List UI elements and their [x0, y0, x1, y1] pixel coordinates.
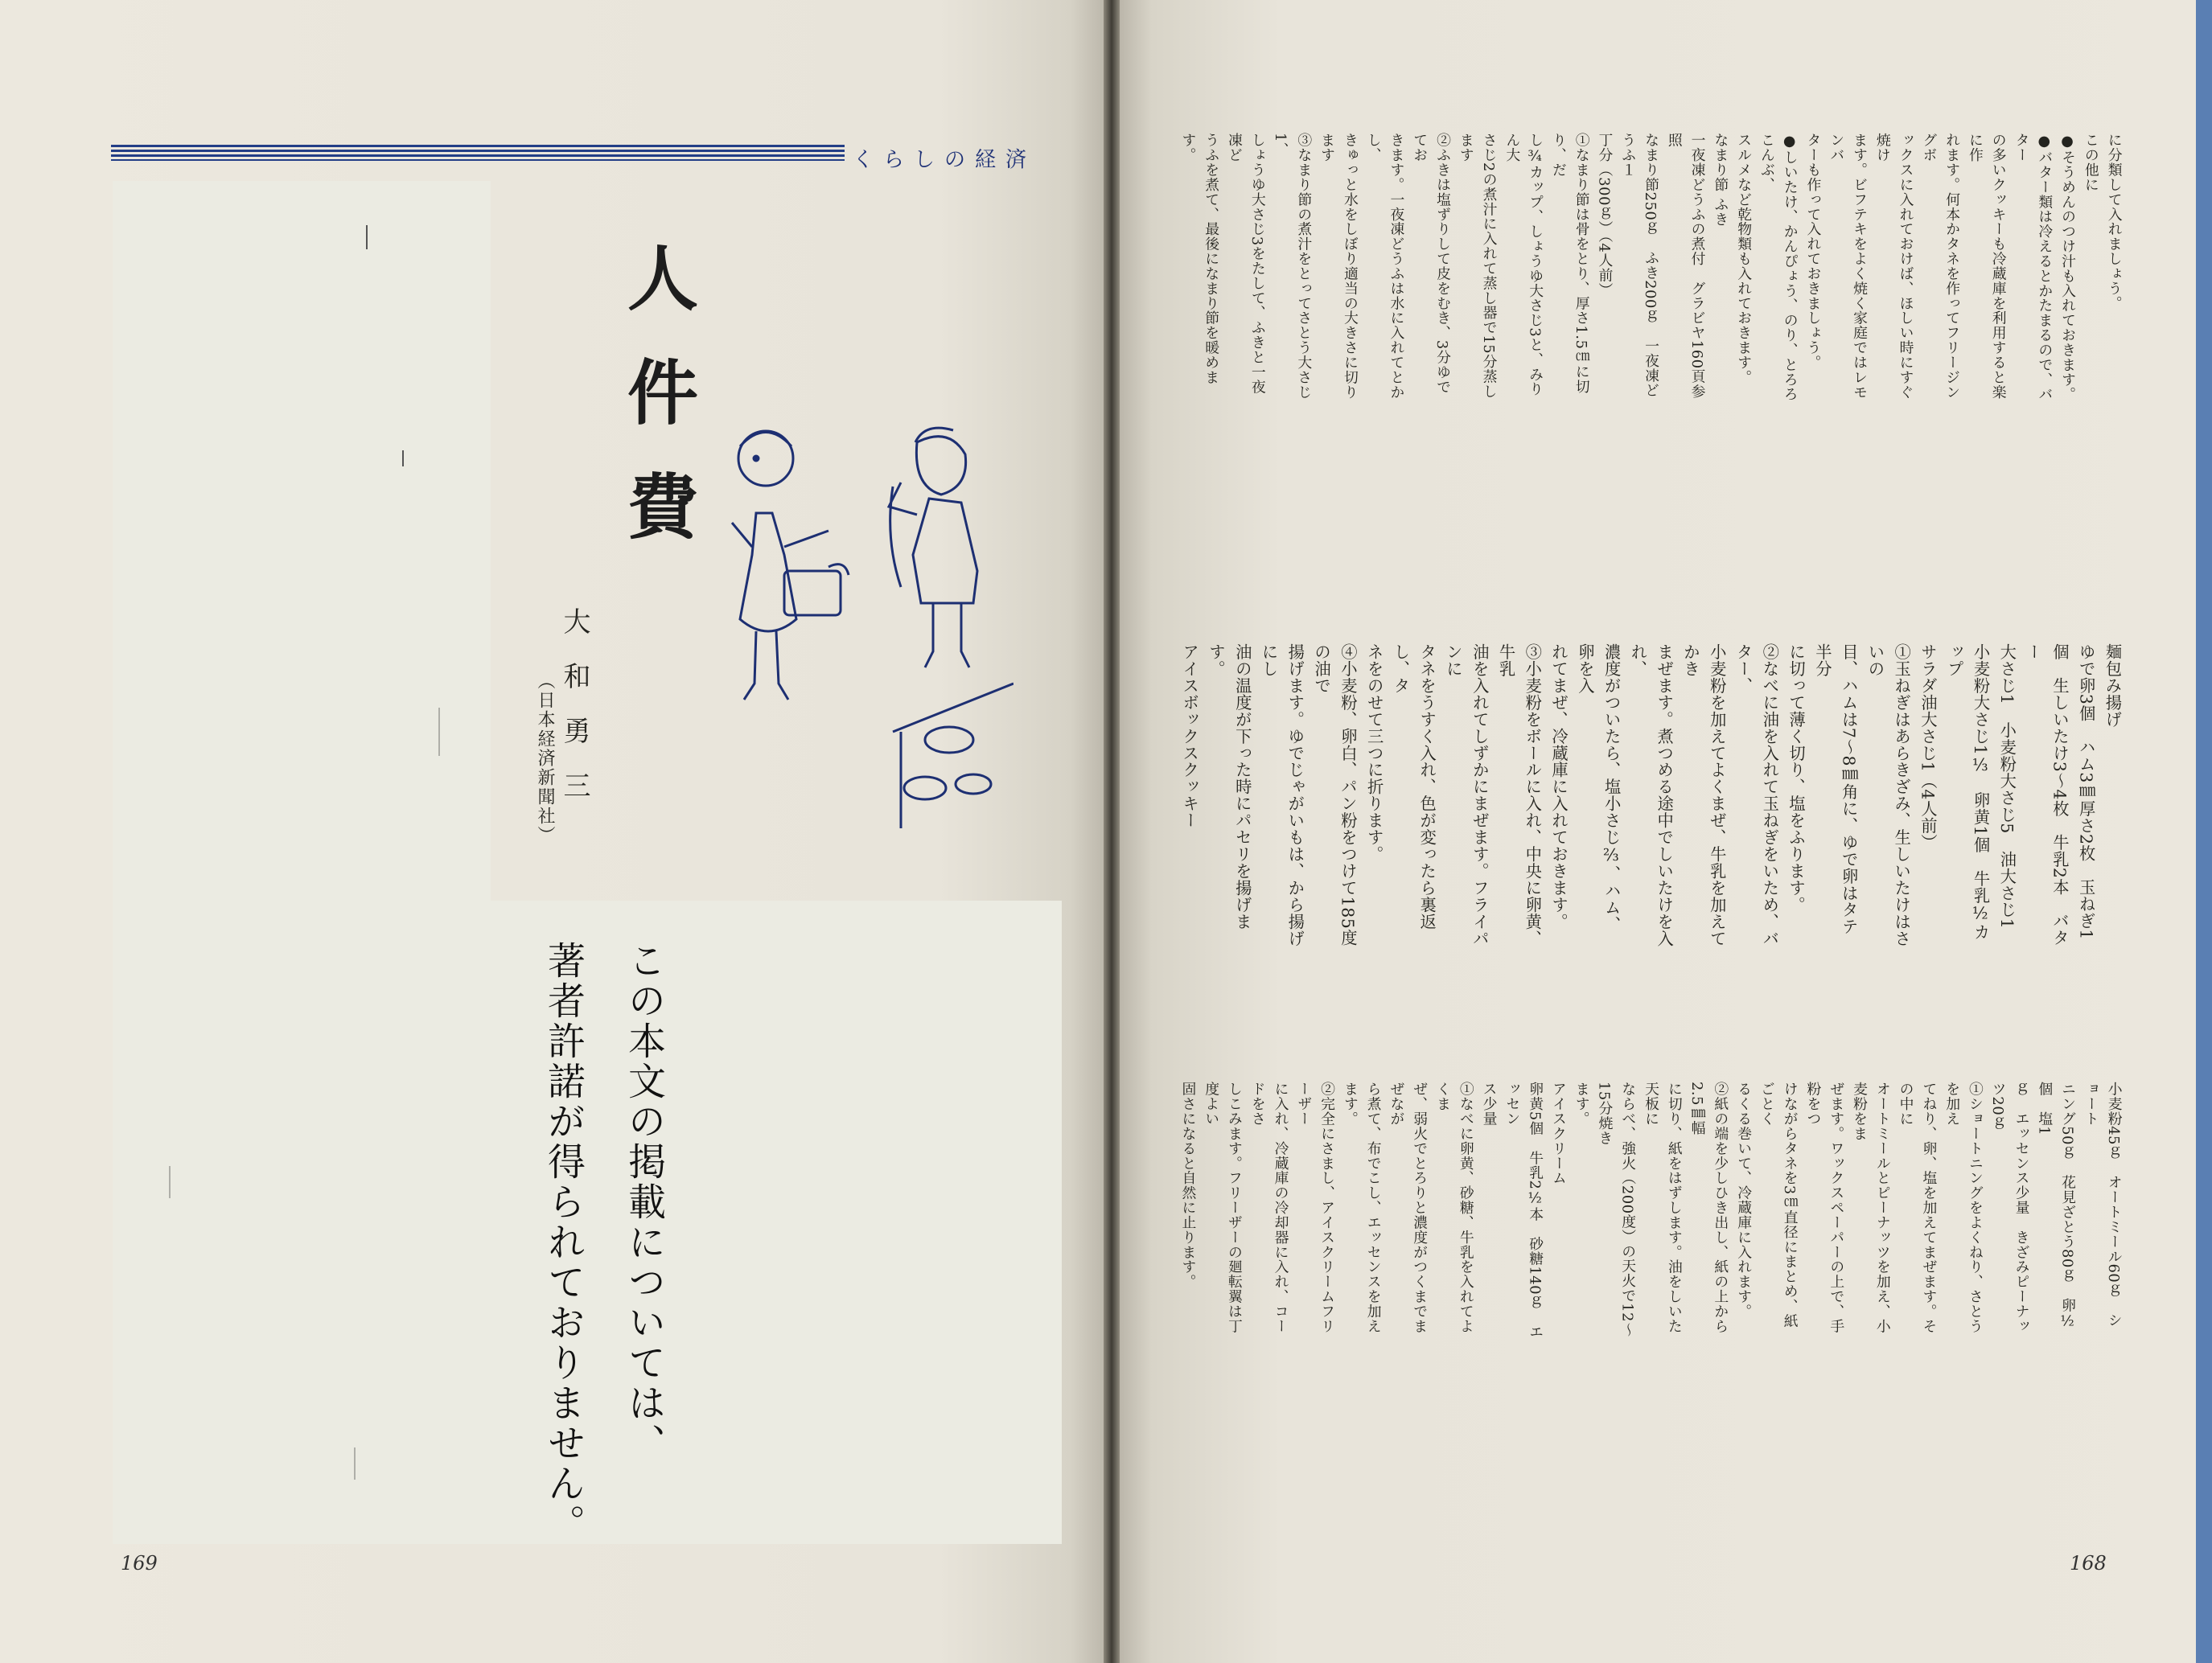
text-line: るくる巻いて、冷蔵庫に入れます。 [1734, 1082, 1752, 1319]
text-line: アイスクリーム [1549, 1082, 1567, 1185]
text-line: ネをのせて三つに折ります。 [1364, 643, 1384, 863]
page-number-right: 168 [2070, 1552, 2107, 1575]
residue-mark [366, 225, 368, 249]
text-column-upper [1176, 133, 2125, 406]
text-line: の多いクッキーも冷蔵庫を利用すると楽に作 [1966, 133, 2007, 400]
text-line: ます。 [1573, 1082, 1590, 1127]
text-line: 小麦粉を加えてよくまぜ、牛乳を加えてかき [1680, 643, 1726, 947]
text-line: ①玉ねぎはあらきざみ、生しいたけはさいの [1865, 643, 1911, 947]
text-column-lower [1176, 1082, 2125, 1341]
text-line: ②ふきは塩ずりして皮をむき、3分ゆでてお [1410, 133, 1451, 395]
residue-mark [169, 1166, 171, 1198]
text-line: 濃度がついたら、塩小さじ⅔、ハム、卵を入 [1575, 643, 1621, 933]
text-line: ックスに入れておけば、ほしい時にすぐ焼け [1873, 133, 1914, 400]
text-line: ①ショートニングをよくねり、さとうを加え [1943, 1082, 1984, 1334]
text-line: 個 生しいたけ3〜4枚 牛乳2本 バター [2023, 643, 2069, 946]
text-column-middle [1176, 643, 2125, 949]
text-line: オートミールとピーナッツを加え、小麦粉をま [1850, 1082, 1891, 1334]
text-line: スルメなど乾物類も入れておきます。 [1734, 133, 1752, 385]
header-rule [111, 145, 845, 161]
text-line: に分類して入れましょう。 [2105, 133, 2122, 311]
text-line: ターも作って入れておきましょう。 [1804, 133, 1821, 370]
text-line: ④小麦粉、卵白、パン粉をつけて185度の油で [1311, 643, 1357, 946]
text-line: に入れ、冷蔵庫の冷却器に入れ、コードをさ [1248, 1082, 1289, 1334]
text-line: ゆで卵3個 ハム3㎜厚さ2枚 玉ねぎ1 [2076, 643, 2095, 941]
text-line: しこみます。フリーザーの廻転翼は丁度よい [1202, 1082, 1243, 1334]
text-line: ②紙の端を少しひき出し、紙の上から2.5㎜幅 [1688, 1082, 1729, 1334]
text-line: ス少量 [1480, 1082, 1497, 1127]
text-line: この他に [2082, 133, 2099, 192]
text-line: ●バター類は冷えるとかたまるので、バター [2013, 133, 2053, 402]
text-line: きゅっと水をしぼり適当の大きさに切ります [1318, 133, 1359, 400]
text-line: 目、ハムは7〜8㎜角に、ゆで卵はタテ半分 [1812, 643, 1858, 935]
notice-line-1: この本文の掲載については、 [622, 941, 666, 1464]
right-page [1120, 0, 2196, 1663]
text-line: ます。ビフテキをよく焼く家庭ではレモンバ [1827, 133, 1868, 400]
author-name: 大和勇三 [558, 607, 590, 826]
text-line: てねり、卵、塩を加えてまぜます。その中に [1897, 1082, 1937, 1334]
text-line: うふを煮て、最後になまり節を暖めます。 [1179, 133, 1219, 385]
text-line: ｇ エッセンス少量 きざみピーナッツ20ｇ [1989, 1082, 2029, 1334]
text-line: 固さになると自然に止ります。 [1179, 1082, 1196, 1289]
text-line: 揚げます。ゆでじゃがいもは、から揚げにし [1258, 643, 1305, 947]
text-line: ニング50ｇ 花見ざとう80ｇ 卵½個 塩1 [2035, 1082, 2076, 1330]
text-line: まぜます。煮つめる途中でしいたけを入れ、 [1627, 643, 1674, 947]
text-line: ②なべに油を入れて玉ねぎをいため、バター、 [1733, 643, 1779, 947]
residue-mark [402, 450, 404, 466]
text-line: ●しいたけ、かんぴょう、のり、とろろこんぶ、 [1758, 133, 1799, 402]
text-line: さじ2の煮汁に入れて蒸し器で15分蒸します [1457, 133, 1497, 399]
text-line: ら煮て、布でこし、エッセンスを加えます。 [1341, 1082, 1381, 1334]
text-line: れます。何本かタネを作ってフリージングボ [1920, 133, 1960, 400]
section-label: くらしの経済 [853, 148, 1037, 172]
text-line: ①なべに卵黄、砂糖、牛乳を入れてよくま [1433, 1082, 1474, 1334]
text-line: ③なまり節の煮汁をとってさとう大さじ1、 [1272, 133, 1312, 400]
book-gutter [1104, 0, 1120, 1663]
text-line: タネをうすく入れ、色が変ったら裏返し、タ [1390, 643, 1437, 930]
page-number-left: 169 [121, 1552, 158, 1575]
text-line: 小麦粉45ｇ オートミール60ｇ ショート [2082, 1082, 2122, 1328]
text-line: ならべ、強火（200度）の天火で12〜15分焼き [1596, 1082, 1636, 1337]
author-affiliation: （日本経済新聞社） [535, 671, 555, 845]
text-line: 丁分（300ｇ）（4人前） [1596, 133, 1613, 298]
text-line: 一夜凍どうふの煮付 グラビヤ160頁参照 [1665, 133, 1705, 399]
text-line: れてまぜ、冷蔵庫に入れておきます。 [1548, 643, 1569, 930]
text-line: けながらタネを3㎝直径にまとめ、紙ごとく [1758, 1082, 1799, 1328]
text-line: ①なまり節は骨をとり、厚さ1.5㎝に切り、だ [1549, 133, 1590, 394]
article-title: 人件費 [616, 241, 700, 584]
residue-mark [354, 1447, 356, 1480]
redacted-area-top [113, 181, 491, 1544]
text-line: し¾カップ、しょうゆ大さじ3と、みりん大 [1503, 133, 1544, 396]
text-line: 大さじ1 小麦粉大さじ5 油大さじ1 [1996, 643, 2017, 930]
text-line: ぜ、弱火でとろりと濃度がつくまでまぜなが [1388, 1082, 1428, 1334]
text-line: しょうゆ大さじ3をたして、ふきと一夜凍ど [1225, 133, 1266, 395]
text-line: ②完全にさまし、アイスクリームフリーザー [1294, 1082, 1335, 1334]
text-line: きます。一夜凍どうふは水に入れてとかし、 [1364, 133, 1404, 400]
text-line: なまり節250ｇ ふき200ｇ 一夜凍どうふ１ [1618, 133, 1659, 398]
text-line: 油を入れてしずかにまぜます。フライパンに [1443, 643, 1489, 947]
text-line: サラダ油大さじ1（4人前） [1918, 643, 1937, 851]
text-line: に切って薄く切り、塩をふります。 [1786, 643, 1806, 914]
residue-mark [438, 708, 440, 756]
text-line: ③小麦粉をボールに入れ、中央に卵黄、牛乳 [1495, 643, 1542, 947]
text-line: ぜます。ワックスペーパーの上で、手粉をつ [1804, 1082, 1844, 1334]
text-line: 卵黄5個 牛乳2½本 砂糖140ｇ エッセン [1503, 1082, 1544, 1340]
text-line: 油の温度が下った時にパセリを揚げます。 [1206, 643, 1252, 930]
illustration [708, 410, 1013, 828]
left-page [0, 0, 1104, 1663]
text-line: 小麦粉大さじ1⅓ 卵黄1個 牛乳½カップ [1944, 643, 1990, 941]
text-line: 麺包み揚げ [2102, 643, 2122, 728]
copyright-notice [523, 941, 684, 1544]
text-line: アイスボックスクッキー [1179, 643, 1199, 829]
text-line: ●そうめんのつけ汁も入れておきます。 [2058, 133, 2076, 402]
text-line: なまり節 ふき [1711, 133, 1729, 227]
text-line: に切り、紙をはずします。油をしいた天板に [1642, 1082, 1683, 1334]
notice-line-2: 著者許諾が得られておりません。 [541, 941, 586, 1544]
